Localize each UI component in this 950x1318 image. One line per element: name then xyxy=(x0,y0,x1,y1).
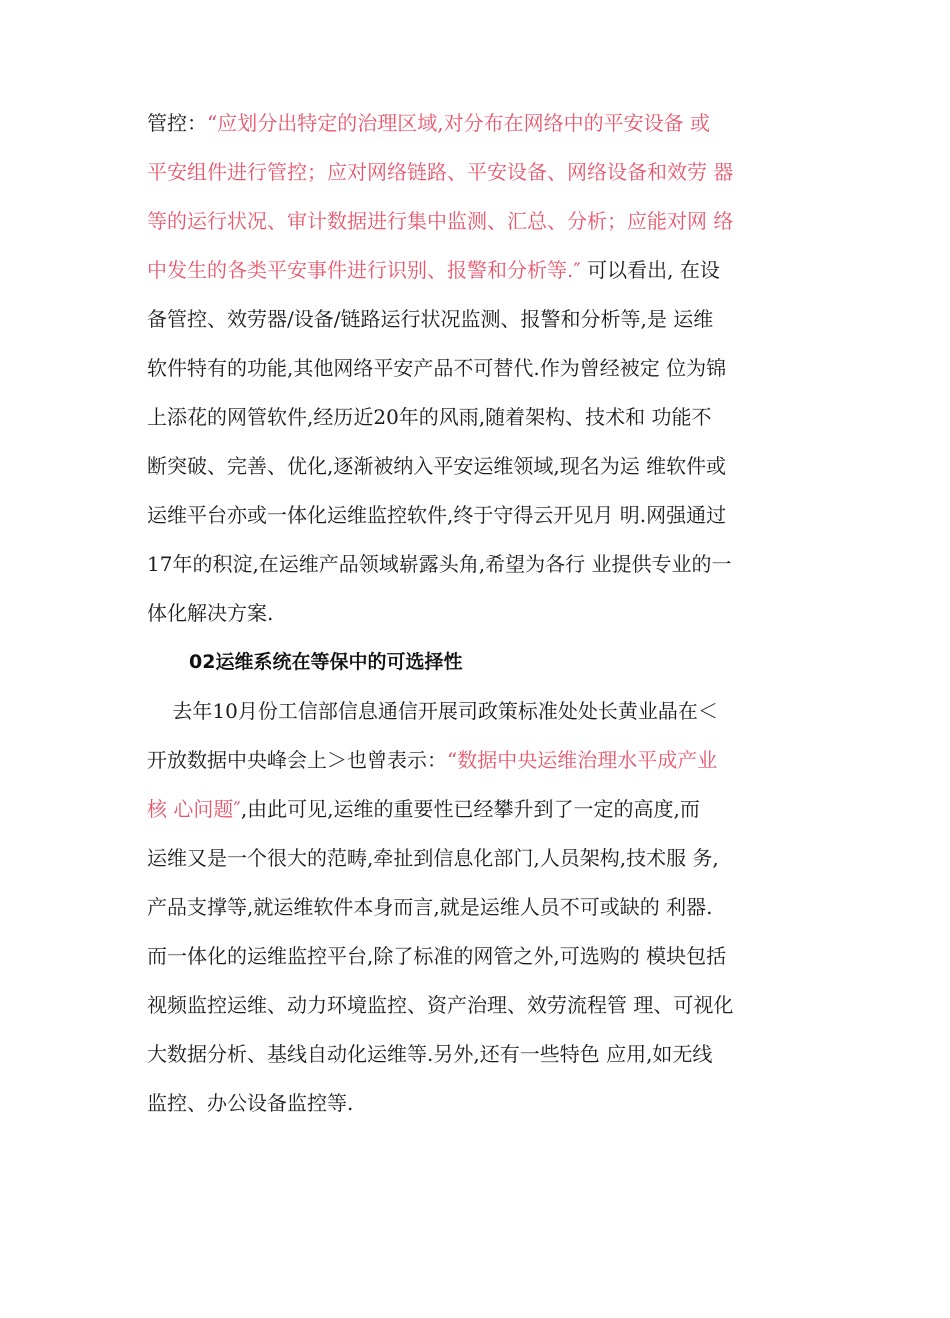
text-run: 大数据分析、基线自动化运维等.另外,还有一些特色 应用,如无线 xyxy=(147,1042,713,1066)
text-run: 软件特有的功能,其他网络平安产品不可替代.作为曾经被定 位为锦 xyxy=(147,356,727,380)
paragraph-line xyxy=(147,743,807,777)
paragraph-line xyxy=(147,547,807,581)
text-run: 开放数据中央峰会上＞也曾表示： xyxy=(147,748,447,772)
paragraph-line xyxy=(147,204,807,238)
text-run: 17年的积淀,在运维产品领域崭露头角,希望为各行 业提供专业的一 xyxy=(147,552,732,576)
paragraph-line xyxy=(147,1037,807,1071)
text-run: 体化解决方案. xyxy=(147,601,274,625)
quote-text: 等的运行状况、审计数据进行集中监测、汇总、分析；应能对网 络 xyxy=(147,209,734,233)
section-heading: 02运维系统在等保中的可选择性 xyxy=(189,651,463,673)
text-run: 断突破、完善、优化,逐渐被纳入平安运维领域,现名为运 维软件或 xyxy=(147,454,727,478)
text-run: 备管控、效劳器/设备/链路运行状况监测、报警和分析等,是 运维 xyxy=(147,307,714,331)
text-run: 运维平台亦或一体化运维监控软件,终于守得云开见月 明.网强通过 xyxy=(147,503,727,527)
paragraph-line xyxy=(147,841,807,875)
paragraph-line xyxy=(147,498,807,532)
quote-text: 平安组件进行管控；应对网络链路、平安设备、网络设备和效劳 器 xyxy=(147,160,734,184)
paragraph-line xyxy=(147,792,807,826)
text-run: 视频监控运维、动力环境监控、资产治理、效劳流程管 理、可视化 xyxy=(147,993,734,1017)
text-run: 去年10月份工信部信息通信开展司政策标准处处长黄业晶在＜ xyxy=(147,699,718,723)
paragraph-line xyxy=(147,106,807,140)
text-run: 而一体化的运维监控平台,除了标准的网管之外,可选购的 模块包括 xyxy=(147,944,727,968)
text-run: 可以看出, 在设 xyxy=(580,258,720,282)
paragraph-line xyxy=(147,694,807,728)
paragraph-line xyxy=(147,155,807,189)
paragraph-line xyxy=(147,253,807,287)
paragraph-line xyxy=(147,596,807,630)
paragraph-line xyxy=(147,400,807,434)
text-run: 产品支撑等,就运维软件本身而言,就是运维人员不可或缺的 利器. xyxy=(147,895,713,919)
text-run: 监控、办公设备监控等. xyxy=(147,1091,354,1115)
paragraph-line xyxy=(147,890,807,924)
text-run: ,由此可见,运维的重要性已经攀升到了一定的高度,而 xyxy=(240,797,700,821)
quote-text: 中发生的各类平安事件进行识别、报警和分析等.″ xyxy=(147,258,581,282)
text-run: 管控： xyxy=(147,111,207,135)
quote-text: “应划分出特定的治理区域,对分布在网络中的平安设备 或 xyxy=(207,111,710,135)
paragraph-line xyxy=(147,939,807,973)
paragraph-line xyxy=(147,988,807,1022)
paragraph-line xyxy=(147,449,807,483)
paragraph-line xyxy=(147,1086,807,1120)
paragraph-line xyxy=(147,351,807,385)
paragraph-line xyxy=(147,302,807,336)
quote-text: 核 心问题″ xyxy=(147,797,241,821)
text-run: 运维又是一个很大的范畴,牵扯到信息化部门,人员架构,技术服 务, xyxy=(147,846,719,870)
text-run: 上添花的网管软件,经历近20年的风雨,随着架构、技术和 功能不 xyxy=(147,405,712,429)
quote-text: “数据中央运维治理水平成产业 xyxy=(447,748,718,772)
